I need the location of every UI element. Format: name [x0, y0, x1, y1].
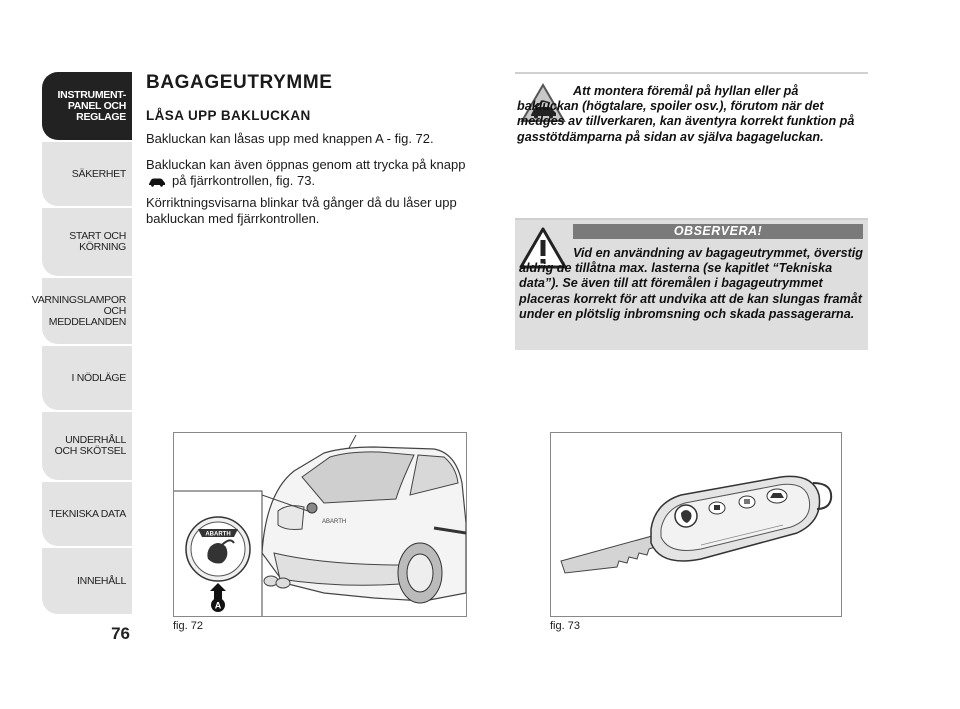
paragraph-1: Bakluckan kan låsas upp med knappen A - fig. 72.	[146, 131, 434, 146]
car-trunk-icon	[148, 177, 166, 187]
tab-tekniska-data[interactable]: TEKNISKA DATA	[42, 482, 132, 546]
note-text: Att montera föremål på hyllan eller på bakluckan (högtalare, spoiler osv.), förutom när det medges av tillverkaren, kan äventyra korrekt funktion på gasstötdämparna på sidan av själva bagageluckan.	[517, 84, 855, 144]
figure-73	[550, 432, 842, 617]
page-number: 76	[111, 624, 130, 643]
paragraph-2-end: på fjärrkontrollen, fig. 73.	[172, 173, 316, 188]
tab-i-nodlage[interactable]: I NÖDLÄGE	[42, 346, 132, 410]
paragraph-2-start: Bakluckan kan även öppnas genom att trycka på knapp	[146, 157, 466, 172]
marker-a: A	[214, 600, 222, 611]
paragraph-2	[146, 157, 496, 189]
tab-underhall[interactable]: UNDERHÅLL OCH SKÖTSEL	[42, 412, 132, 480]
key-fob-illustration	[551, 433, 841, 616]
tab-start-och-korning[interactable]: START OCH KÖRNING	[42, 208, 132, 276]
figure-72-caption: fig. 72	[173, 620, 203, 632]
warning-box	[515, 218, 868, 350]
figure-72	[173, 432, 467, 617]
subsection-title: LÅSA UPP BAKLUCKAN	[146, 108, 311, 123]
tab-instrumentpanel[interactable]: INSTRUMENT- PANEL OCH REGLAGE	[42, 72, 132, 140]
figure-73-caption: fig. 73	[550, 620, 580, 632]
tab-sakerhet[interactable]: SÄKERHET	[42, 142, 132, 206]
abarth-badge-text: ABARTH	[205, 531, 231, 538]
svg-text:ABARTH: ABARTH	[322, 519, 347, 525]
tab-varningslampor[interactable]: VARNINGSLAMPOR OCH MEDDELANDEN	[42, 278, 132, 344]
paragraph-3: Körriktningsvisarna blinkar två gånger då du låser upp bakluckan med fjärrkontrollen.	[146, 195, 457, 226]
tab-innehall[interactable]: INNEHÅLL	[42, 548, 132, 614]
warning-text: Vid en användning av bagageutrymmet, överstig aldrig de tillåtna max. lasterna (se kapitlet “Tekniska data”). Se även till att föremålen i bagageutrymmet placeras korrekt för att undvika att de kan slungas framåt under en plötslig inbromsning och skada passagerarna.	[519, 246, 863, 321]
section-title: BAGAGEUTRYMME	[146, 72, 333, 93]
car-rear-illustration	[174, 433, 466, 616]
note-box	[515, 72, 868, 194]
observera-label: OBSERVERA!	[573, 224, 863, 239]
